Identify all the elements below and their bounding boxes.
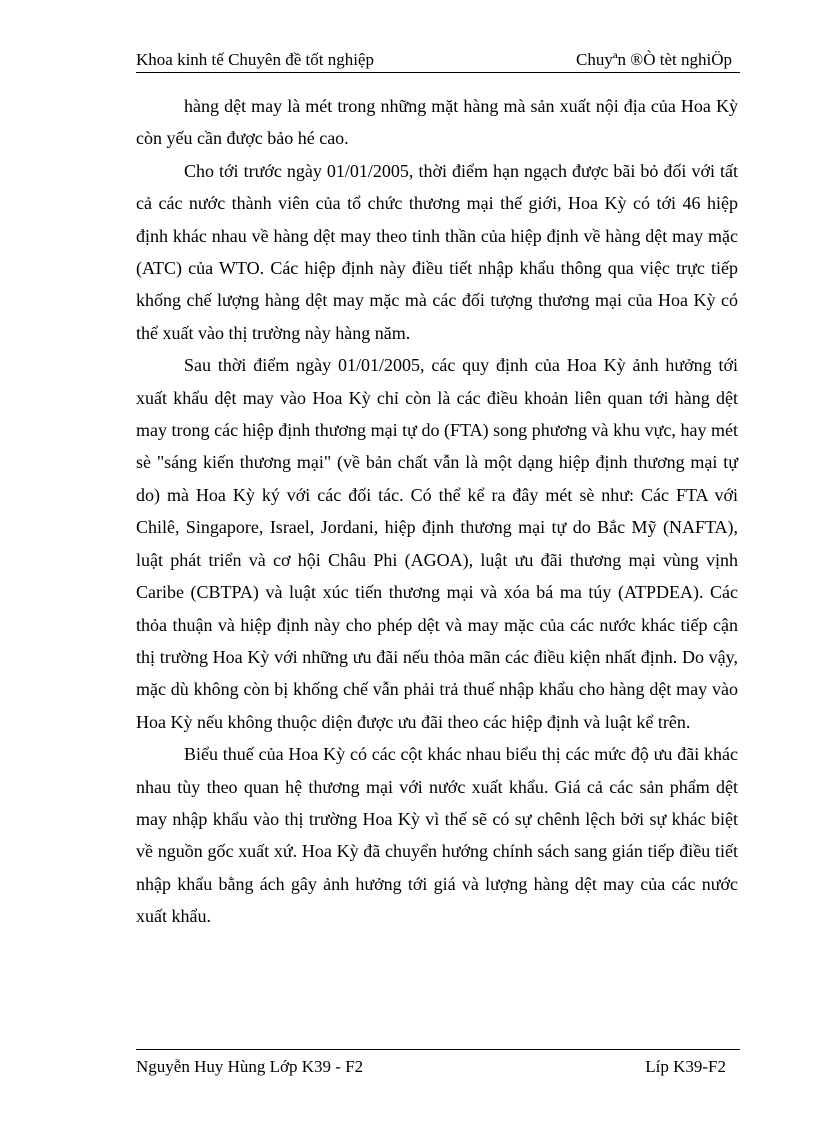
header-left-title: Khoa kinh tế Chuyên đề tốt nghiệp — [136, 50, 374, 69]
page-header — [136, 46, 740, 73]
header-right-title: Chuyªn ®Ò tèt nghiÖp — [576, 50, 732, 69]
footer-author: Nguyễn Huy Hùng Lớp K39 - F2 — [136, 1057, 364, 1076]
footer-class: Líp K39-F2 — [645, 1057, 726, 1076]
paragraph-2: Cho tới trước ngày 01/01/2005, thời điểm hạn ngạch được bãi bỏ đối với tất cả các nước thành viên của tổ chức thương mại thế giới, Hoa Kỳ có tới 46 hiệp định khác nhau về hàng dệt may theo tinh thần của hiệp định về hàng dệt may mặc (ATC) của WTO. Các hiệp định này điều tiết nhập khẩu thông qua việc trực tiếp khống chế lượng hàng dệt may mặc mà các đối tượng thương mại của Hoa Kỳ có thể xuất vào thị trường này hàng năm. — [136, 160, 738, 343]
document-body — [136, 90, 738, 933]
paragraph-1: hàng dệt may là mét trong những mặt hàng mà sản xuất nội địa của Hoa Kỳ còn yếu cần được bảo hé cao. — [136, 96, 738, 149]
paragraph-3: Sau thời điểm ngày 01/01/2005, các quy định của Hoa Kỳ ảnh hưởng tới xuất khẩu dệt may vào Hoa Kỳ chỉ còn là các điều khoản liên quan tới hàng dệt may trong các hiệp định thương mại tự do (FTA) song phương và khu vực, hay mét sè "sáng kiến thương mại" (về bản chất vẫn là một dạng hiệp định thương mại tự do) mà Hoa Kỳ ký với các đối tác. Có thể kể ra đây mét sè như: Các FTA với Chilê, Singapore, Israel, Jordani, hiệp định thương mại tự do Bắc Mỹ (NAFTA), luật phát triển và cơ hội Châu Phi (AGOA), luật ưu đãi thương mại vùng vịnh Caribe (CBTPA) và luật xúc tiến thương mại và xóa bá ma túy (ATPDEA). Các thỏa thuận và hiệp định này cho phép dệt và may mặc của các nước khác tiếp cận thị trường Hoa Kỳ với những ưu đãi nếu thỏa mãn các điều kiện nhất định. Do vậy, mặc dù không còn bị khống chế vẫn phải trả thuế nhập khẩu cho hàng dệt may vào Hoa Kỳ nếu không thuộc diện được ưu đãi theo các hiệp định và luật kể trên. — [136, 355, 738, 732]
paragraph-4: Biểu thuế của Hoa Kỳ có các cột khác nhau biểu thị các mức độ ưu đãi khác nhau tùy theo quan hệ thương mại với nước xuất khẩu. Giá cả các sản phẩm dệt may nhập khẩu vào thị trường Hoa Kỳ vì thế sẽ có sự chênh lệch bởi sự khác biệt về nguồn gốc xuất xứ. Hoa Kỳ đã chuyển hướng chính sách sang gián tiếp điều tiết nhập khẩu bằng ách gây ảnh hưởng tới giá và lượng hàng dệt may của các nước xuất khẩu. — [136, 744, 738, 927]
page-footer — [136, 1049, 740, 1080]
